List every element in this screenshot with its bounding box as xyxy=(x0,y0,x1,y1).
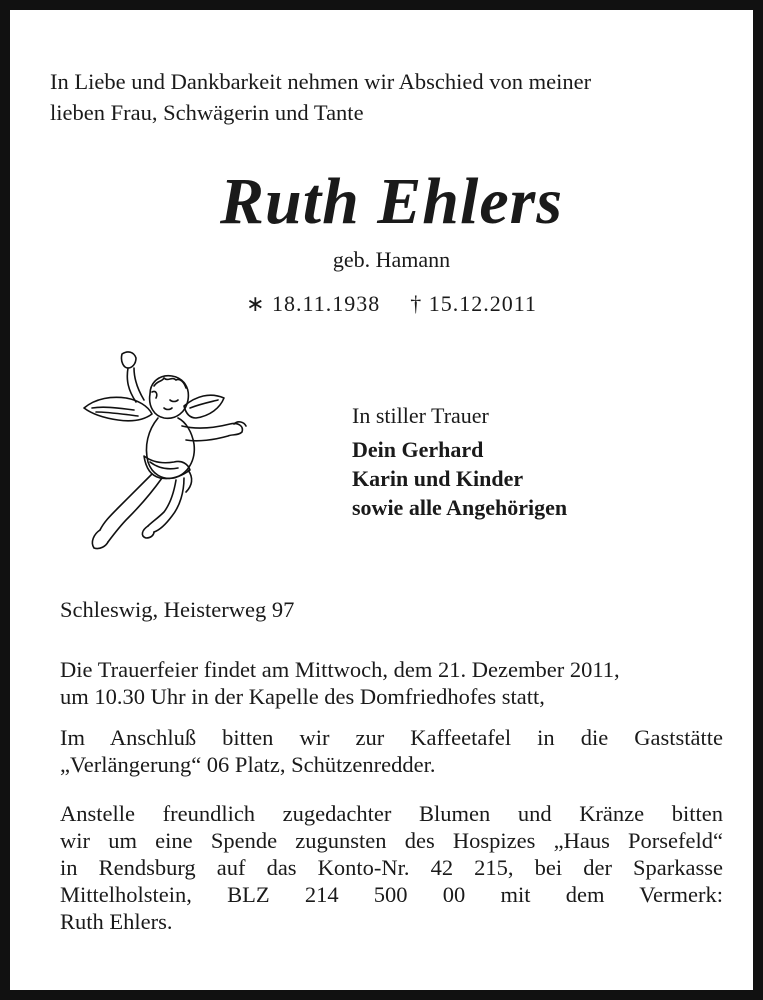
donation-notice xyxy=(60,800,723,935)
death-date: † 15.12.2011 xyxy=(410,291,537,316)
mourner-name: sowie alle Angehörigen xyxy=(352,495,568,520)
mourner-name: Dein Gerhard xyxy=(352,437,484,462)
donation-line: Mittelholstein, BLZ 214 500 00 mit dem Vermerk: xyxy=(60,882,723,907)
address: Schleswig, Heisterweg 97 xyxy=(60,597,295,622)
reception-line: „Verlängerung“ 06 Platz, Schützenredder. xyxy=(60,752,436,777)
mourner-name: Karin und Kinder xyxy=(352,466,524,491)
donation-line: Ruth Ehlers. xyxy=(60,909,173,934)
birth-date: ∗ 18.11.1938 xyxy=(246,291,381,316)
funeral-line: Die Trauerfeier findet am Mittwoch, dem 21. Dezember 2011, xyxy=(60,657,620,682)
donation-line: in Rendsburg auf das Konto-Nr. 42 215, bei der Sparkasse xyxy=(60,855,723,880)
mourner-names xyxy=(352,435,732,522)
intro-line: In Liebe und Dankbarkeit nehmen wir Abschied von meiner xyxy=(50,69,592,94)
intro-text xyxy=(50,66,730,128)
donation-line: wir um eine Spende zugunsten des Hospizes „Haus Porsefeld“ xyxy=(60,828,723,853)
funeral-line: um 10.30 Uhr in der Kapelle des Domfriedhofes statt, xyxy=(60,684,545,709)
donation-line: Anstelle freundlich zugedachter Blumen und Kränze bitten xyxy=(60,801,723,826)
life-dates xyxy=(10,289,763,319)
reception-notice xyxy=(60,724,723,778)
birth-name: geb. Hamann xyxy=(332,247,451,272)
funeral-notice xyxy=(60,656,723,710)
cherub-illustration xyxy=(78,346,260,556)
deceased-name: Ruth Ehlers xyxy=(220,165,563,238)
reception-line: Im Anschluß bitten wir zur Kaffeetafel in die Gaststätte xyxy=(60,725,723,750)
mourners-block xyxy=(352,401,732,522)
intro-line: lieben Frau, Schwägerin und Tante xyxy=(50,100,364,125)
mourning-label: In stiller Trauer xyxy=(352,403,489,428)
